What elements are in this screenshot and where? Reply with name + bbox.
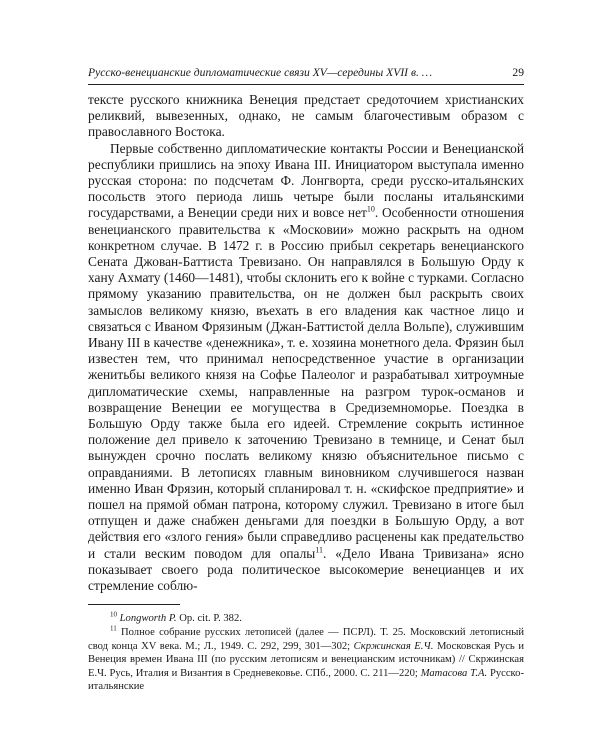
footnote-text: Полное собрание русских летописей (далее — ПСРЛ). Т. 25. Московский летописный свод конца XV века. М.; Л., 1949. С. 292, 299, 301—302; <box>88 627 524 652</box>
page-number: 29 <box>512 66 524 79</box>
footnote-author: Скржинская Е.Ч. <box>353 640 434 652</box>
footnote-10 <box>88 612 524 625</box>
footnote-text: Русско-итальянские <box>88 667 524 693</box>
paragraph-continued: тексте русского книжника Венеция предстает средоточием христианских реликвий, вывезенных, однако, не самым благочестивым образом с православного Востока. <box>88 92 524 140</box>
footnote-ref-11[interactable]: 11 <box>315 545 324 555</box>
footnote-separator <box>88 604 180 605</box>
running-header <box>88 66 524 80</box>
footnote-number: 10 <box>110 610 117 619</box>
footnote-text: Московская Русь и Венеция времен Ивана III (по русским летописям и венецианским источникам) // Скржинская Е.Ч. Русь, Италия и Византия в Средневековье. СПб., 2000. С. 211—220; <box>88 640 524 679</box>
paragraph-diplomatic-contacts <box>88 141 524 595</box>
header-rule <box>88 84 524 85</box>
footnotes <box>88 612 524 694</box>
paragraph-text-part: Первые собственно дипломатические контакты России и Венецианской республики пришлись на эпоху Ивана III. Инициатором выступала именно русская сторона: по подсчетам Ф. Лонгворта, среди русско-итальянских посольств этого периода лишь четыре были посланы итальянскими государствами, а Венеции среди них и вовсе нет <box>88 140 524 221</box>
footnote-ref-10[interactable]: 10 <box>366 204 375 214</box>
main-text <box>88 92 524 594</box>
paragraph-text-part: . «Дело Ивана Тривизана» ясно показывает своего рода политическое высокомерие венецианцев и их стремление соблю- <box>88 545 524 594</box>
running-title: Русско-венецианские дипломатические связи XV—середины XVII в. … <box>88 66 433 79</box>
footnote-text: Op. cit. P. 382. <box>176 613 242 624</box>
footnote-author: Матасова Т.А. <box>420 667 488 679</box>
footnote-11 <box>88 626 524 693</box>
footnote-number: 11 <box>110 624 117 633</box>
paragraph-text-part: . Особенности отношения венецианского правительства к «Московии» можно раскрыть на одном конкретном случае. В 1472 г. в Россию прибыл секретарь венецианского Сената Джован-Баттиста Тревизано. Он направлялся в Большую Орду к хану Ахмату (1460—1481), чтобы склонить его к войне с турками. Согласно прямому указанию правительства, он не должен был раскрыть своих замыслов великому князю, въехать в его владения как частное лицо и связаться с Иваном Фрязиным (Джан-Баттистой делла Вольпе), служившим Ивану III в качестве «денежника», т. е. хозяина монетного дела. Фрязин был известен тем, что принимал непосредственное участие в организации женитьбы великого князя на Софье Палеолог и разрабатывал хитроумные дипломатические схемы, направленные на разгром турок-османов и возвращение Венеции ее могущества в Средиземноморье. Поездка в Большую Орду также была его идеей. Стремление сокрыть истинное положение дел привело к заточению Тревизано в темнице, и Сенат был вынужден срочно послать великому князю объяснительное письмо с оправданиями. В летописях главным виновником случившегося назван именно Иван Фрязин, который спланировал т. н. «скифское предприятие» и пошел на прямой обман патрона, которому служил. Тревизано в итоге был отпущен и даже снабжен деньгами для поездки в Большую Орду, а вот действия его «злого гения» были справедливо расценены как предательство и стали веским поводом для опалы <box>88 205 524 561</box>
footnote-author: Longworth P. <box>119 613 177 624</box>
